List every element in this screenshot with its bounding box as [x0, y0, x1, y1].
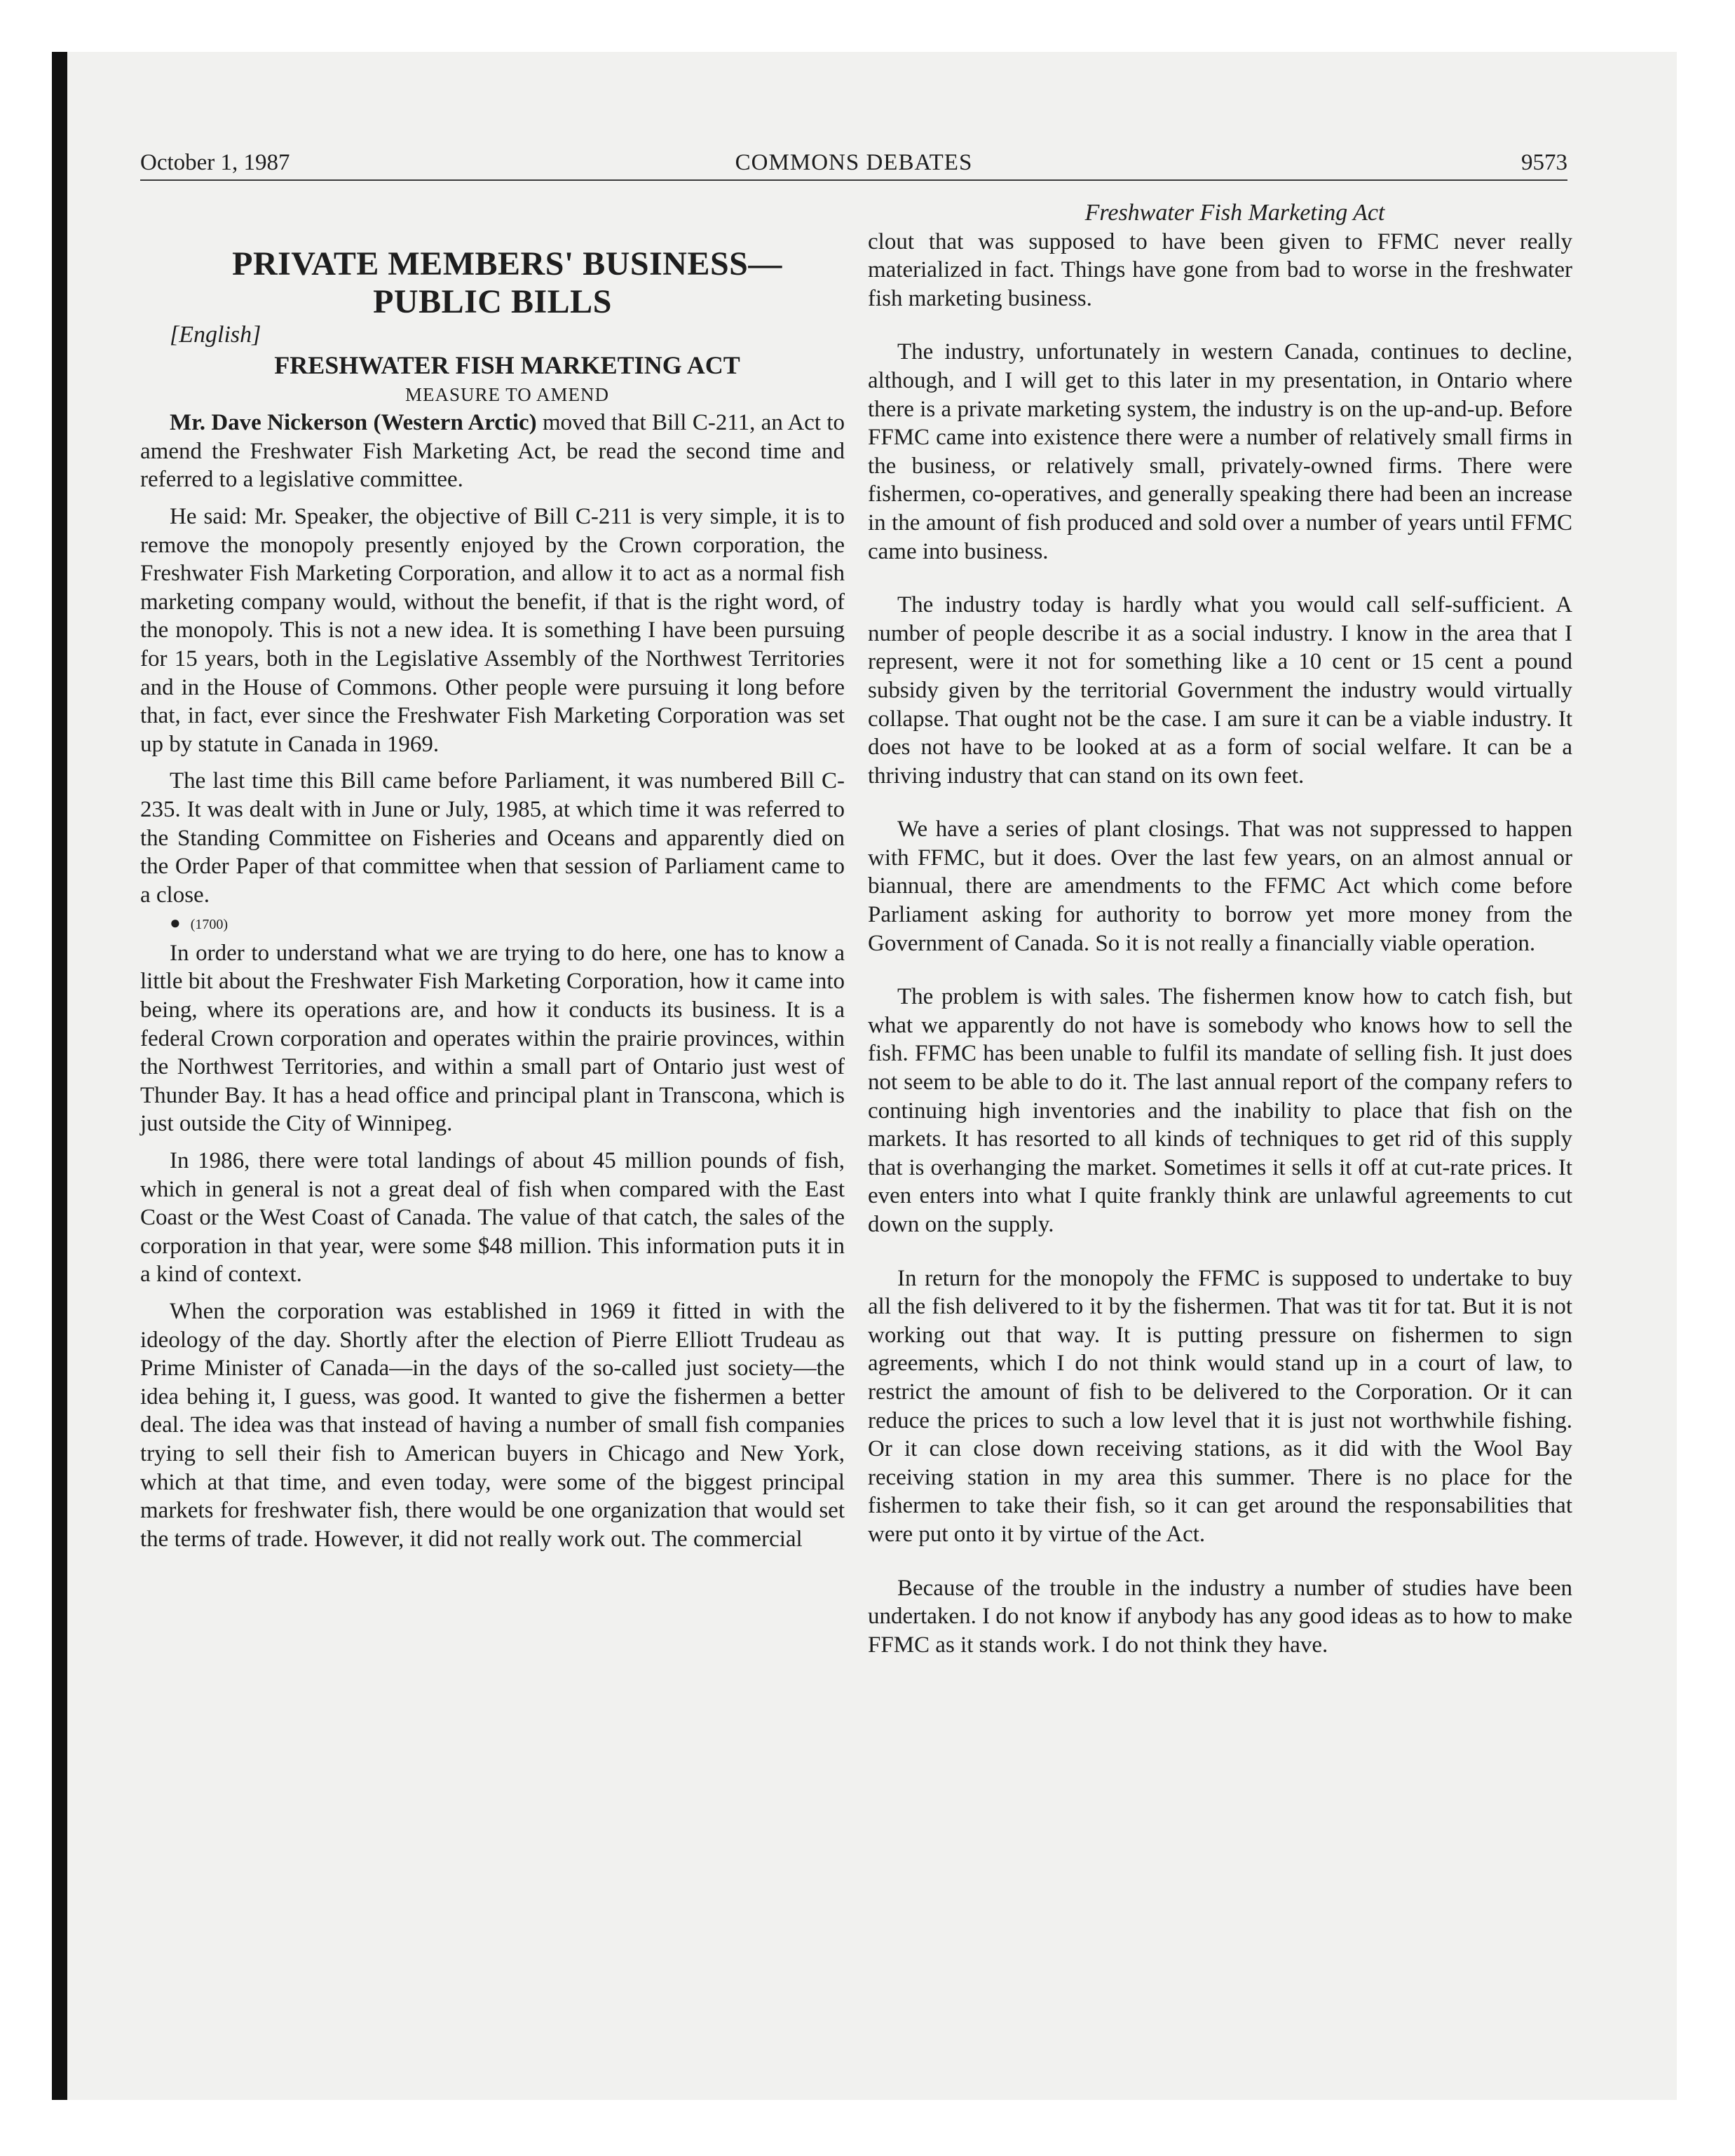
body-paragraph: Because of the trouble in the industry a number of studies have been undertaken. I do not know if anybody has any good ideas as to how to make FFMC as it stands work. I do not think they have.: [868, 1575, 1572, 1658]
motion-speaker: Mr. Dave Nickerson (Western Arctic): [170, 410, 537, 436]
continuation-paragraph: clout that was supposed to have been given to FFMC never really materialized in fact. Things have gone from bad to worse in the freshwater fish marketing business.: [868, 228, 1572, 311]
header-rule: [140, 179, 1567, 181]
scan-binding-edge: [52, 52, 67, 2100]
measure-subhead: MEASURE TO AMEND: [404, 383, 610, 405]
body-paragraph: When the corporation was established in 1969 it fitted in with the ideology of the day. Shortly after the election of Pierre Elliott Trudeau as Prime Minister of Canada—in the days of the so-called just society—the idea behing it, I guess, was good. It wanted to give the fishermen a better deal. The idea was that instead of having a number of small fish companies trying to sell their fish to American buyers in Chicago and New York, which at that time, and even today, were some of the biggest principal markets for freshwater fish, there would be one organization that would set the terms of trade. However, it did not really work out. The commercial: [140, 1299, 845, 1552]
right-column: [868, 199, 1572, 1659]
motion-text: moved that Bill C-211, an Act to amend the Freshwater Fish Marketing Act, be read the second time and referred to a legislative committee.: [140, 410, 845, 493]
left-column: [140, 245, 845, 1553]
act-title: FRESHWATER FISH MARKETING ACT: [274, 350, 740, 379]
body-paragraph: The last time this Bill came before Parliament, it was numbered Bill C-235. It was dealt with in June or July, 1985, at which time it was referred to the Standing Committee on Fisheries and Oceans and apparently died on the Order Paper of that committee when that session of Parliament came to a close.: [140, 768, 845, 908]
body-paragraph: In 1986, there were total landings of about 45 million pounds of fish, which in general is not a great deal of fish when compared with the East Coast or the West Coast of Canada. The value of that catch, the sales of the corporation in that year, were some $48 million. This information puts it in a kind of context.: [140, 1148, 845, 1288]
body-paragraph: The problem is with sales. The fishermen know how to catch fish, but what we apparently do not have is somebody who knows how to sell the fish. FFMC has been unable to fulfil its mandate of selling fish. It just does not seem to be able to do it. The last annual report of the company refers to continuing high inventories and the inability to place that fish on the markets. It has resorted to all kinds of techniques to get rid of this supply that is overhanging the market. Sometimes it sells it off at cut-rate prices. It even enters into what I quite frankly think are unlawful agreements to cut down on the supply.: [868, 984, 1572, 1237]
body-paragraph: In return for the monopoly the FFMC is supposed to undertake to buy all the fish delivered to it by the fishermen. That was tit for tat. But it is not working out that way. It is putting pressure on fishermen to sign agreements, which I do not think would stand up in a court of law, to restrict the amount of fish to be delivered to the Corporation. Or it can reduce the prices to such a low level that it is just not worthwhile fishing. Or it can close down receiving stations, as it did with the Wool Bay receiving station in my area this summer. There is no place for the fishermen to take their fish, so it can get around the responsabilities that were put onto it by virtue of the Act.: [868, 1265, 1572, 1547]
header-date: October 1, 1987: [140, 150, 290, 175]
body-paragraph: In order to understand what we are trying to do here, one has to know a little bit about the Freshwater Fish Marketing Corporation, how it came into being, where its operations are, and how it conducts its business. It is a federal Crown corporation and operates within the prairie provinces, within the Northwest Territories, and within a small part of Ontario just west of Thunder Bay. It has a head office and principal plant in Transcona, which is just outside the City of Winnipeg.: [140, 940, 845, 1137]
section-title: PRIVATE MEMBERS' BUSINESS—PUBLIC BILLS: [232, 245, 782, 320]
running-title: Freshwater Fish Marketing Act: [1084, 200, 1385, 226]
timestamp-marker: [140, 909, 845, 939]
timestamp-text: (1700): [190, 917, 229, 933]
header-page-number: 9573: [1521, 150, 1567, 175]
motion-paragraph: [140, 409, 845, 494]
header-publication: COMMONS DEBATES: [735, 150, 973, 175]
body-paragraph: The industry today is hardly what you would call self-sufficient. A number of people describe it as a social industry. I know in the area that I represent, were it not for something like a 10 cent or 15 cent a pound subsidy given by the territorial Government the industry would virtually collapse. That ought not be the case. I am sure it can be a viable industry. It does not have to be looked at as a form of social welfare. It can be a thriving industry that can stand on its own feet.: [868, 592, 1572, 789]
bullet-icon: ●: [170, 913, 181, 934]
language-marker: [English]: [170, 322, 261, 348]
body-paragraph: We have a series of plant closings. That was not suppressed to happen with FFMC, but it does. Over the last few years, on an almost annual or biannual, there are amendments to the FFMC Act which come before Parliament asking for authority to borrow yet more money from the Government of Canada. So it is not really a financially viable operation.: [868, 817, 1572, 956]
body-paragraph: He said: Mr. Speaker, the objective of Bill C-211 is very simple, it is to remove the monopoly presently enjoyed by the Crown corporation, the Freshwater Fish Marketing Corporation, and allow it to act as a normal fish marketing company would, without the benefit, if that is the right word, of the monopoly. This is not a new idea. It is something I have been pursuing for 15 years, both in the Legislative Assembly of the Northwest Territories and in the House of Commons. Other people were pursuing it long before that, in fact, ever since the Freshwater Fish Marketing Corporation was set up by statute in Canada in 1969.: [140, 503, 845, 757]
body-paragraph: The industry, unfortunately in western Canada, continues to decline, although, and I will get to this later in my presentation, in Ontario where there is a private marketing system, the industry is on the up-and-up. Before FFMC came into existence there were a number of relatively small firms in the business, or relatively small, privately-owned firms. There were fishermen, co-operatives, and generally speaking there had been an increase in the amount of fish produced and sold over a number of years until FFMC came into business.: [868, 339, 1572, 564]
